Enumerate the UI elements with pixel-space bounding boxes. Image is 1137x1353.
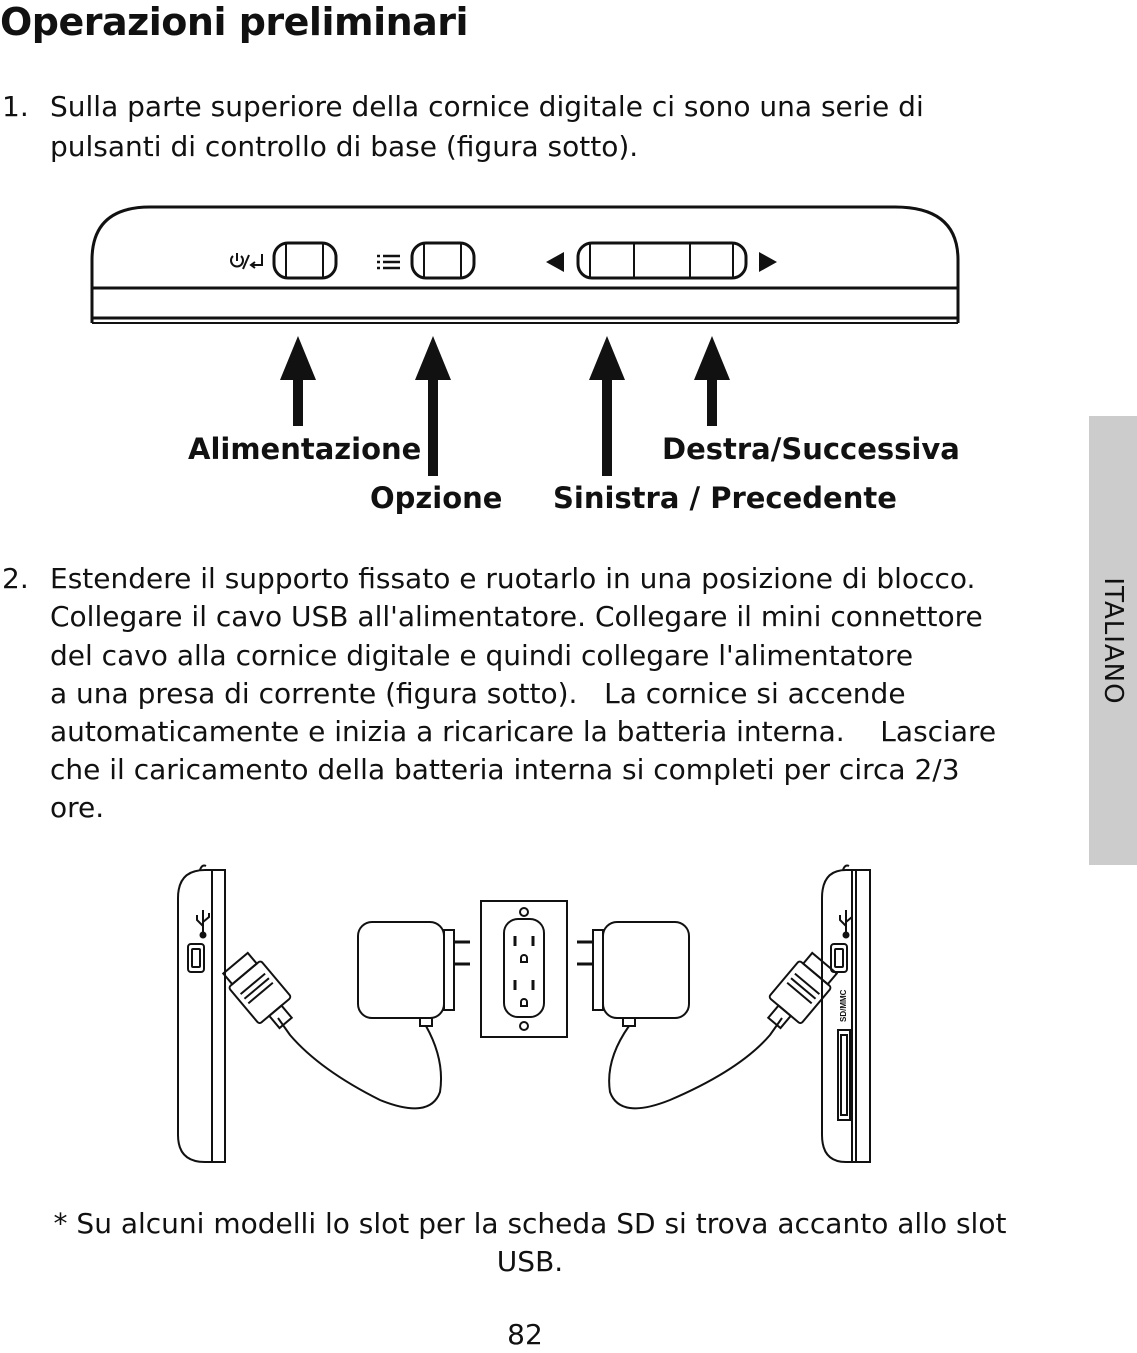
label-power: Alimentazione [188,432,422,466]
label-left-previous: Sinistra / Precedente [553,481,897,515]
label-right-next: Destra/Successiva [662,432,960,466]
sd-card-slot [838,1030,850,1120]
step-line: che il caricamento della batteria interna si completi per circa 2/3 [50,753,960,786]
step-line: Collegare il cavo USB all'alimentatore. Collegare il mini connettore [50,600,983,633]
usb-icon [840,910,852,938]
page-number: 82 [507,1318,543,1351]
power-enter-icon [231,253,262,269]
step-line: ore. [50,791,105,824]
side-tab-label: ITALIANO [1098,576,1128,705]
page-title: Operazioni preliminari [0,0,469,44]
step-line: Sulla parte superiore della cornice digitale ci sono una serie di [50,90,924,123]
power-adapter-icon [358,922,470,1026]
wall-outlet-icon [481,901,567,1037]
step-number: 2. [2,562,29,595]
power-adapter-icon [577,922,689,1026]
label-option: Opzione [370,481,503,515]
step-line: del cavo alla cornice digitale e quindi collegare l'alimentatore [50,639,914,672]
frame-top-illustration [0,195,1000,335]
left-arrow-icon [546,252,564,272]
menu-list-icon [377,256,400,268]
step-line: automaticamente e inizia a ricaricare la batteria interna. Lasciare [50,715,997,748]
step-line: a una presa di corrente (figura sotto). La cornice si accende [50,677,906,710]
usb-icon [197,910,209,938]
right-arrow-icon [759,252,777,272]
step-line: Estendere il supporto fissato e ruotarlo in una posizione di blocco. [50,562,976,595]
footnote: * Su alcuni modelli lo slot per la scheda SD si trova accanto allo slot USB. [53,1207,1007,1278]
step-number: 1. [2,90,29,123]
charging-illustration [0,860,1000,1170]
left-frame [178,870,225,1162]
language-side-tab [1089,416,1137,865]
step-line: pulsanti di controllo di base (figura sotto). [50,130,639,163]
sd-mmc-label: SD/MMC [839,989,848,1022]
